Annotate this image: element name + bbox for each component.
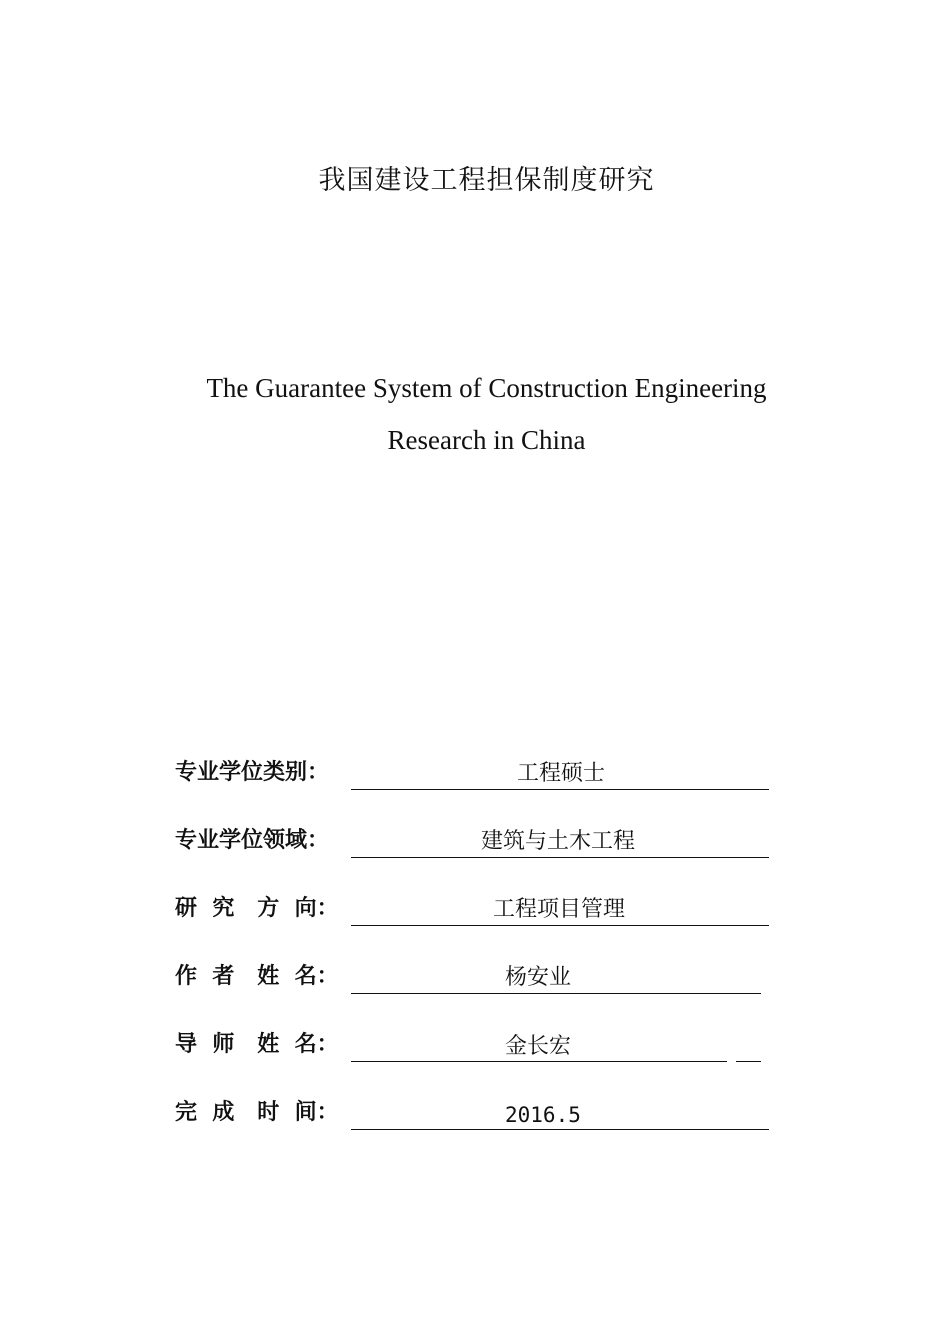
english-title-line-1: The Guarantee System of Construction Engineering	[206, 373, 767, 403]
completion-time-field	[351, 1095, 769, 1130]
info-row-author-name	[175, 960, 775, 994]
author-name-value: 杨安业	[505, 965, 572, 990]
info-row-completion-time	[175, 1096, 775, 1130]
degree-category-label: 专业学位类别：	[175, 760, 330, 785]
degree-category-value: 工程硕士	[517, 761, 606, 786]
advisor-name-underline-tail	[736, 1027, 761, 1062]
chinese-title: 我国建设工程担保制度研究	[318, 165, 655, 196]
research-direction-label: 研 究 方 向：	[175, 896, 339, 921]
english-title	[0, 362, 950, 466]
degree-field-label: 专业学位领域：	[175, 828, 330, 853]
advisor-name-field	[351, 1028, 769, 1062]
degree-field-field	[351, 823, 769, 858]
degree-category-field	[351, 755, 769, 790]
info-row-degree-category	[175, 756, 775, 790]
advisor-name-value: 金长宏	[505, 1034, 572, 1059]
research-direction-value: 工程项目管理	[493, 897, 626, 922]
english-title-line-2: Research in China	[387, 425, 586, 455]
completion-time-value: 2016.5	[505, 1103, 581, 1127]
info-row-advisor-name	[175, 1028, 775, 1062]
author-name-field	[351, 959, 761, 994]
research-direction-field	[351, 891, 769, 926]
advisor-name-label: 导 师 姓 名：	[175, 1032, 339, 1057]
info-row-research-direction	[175, 892, 775, 926]
info-row-degree-field	[175, 824, 775, 858]
thesis-info-block	[175, 756, 775, 1164]
author-name-label: 作 者 姓 名：	[175, 964, 339, 989]
degree-field-value: 建筑与土木工程	[481, 829, 636, 854]
completion-time-label: 完 成 时 间：	[175, 1100, 339, 1125]
